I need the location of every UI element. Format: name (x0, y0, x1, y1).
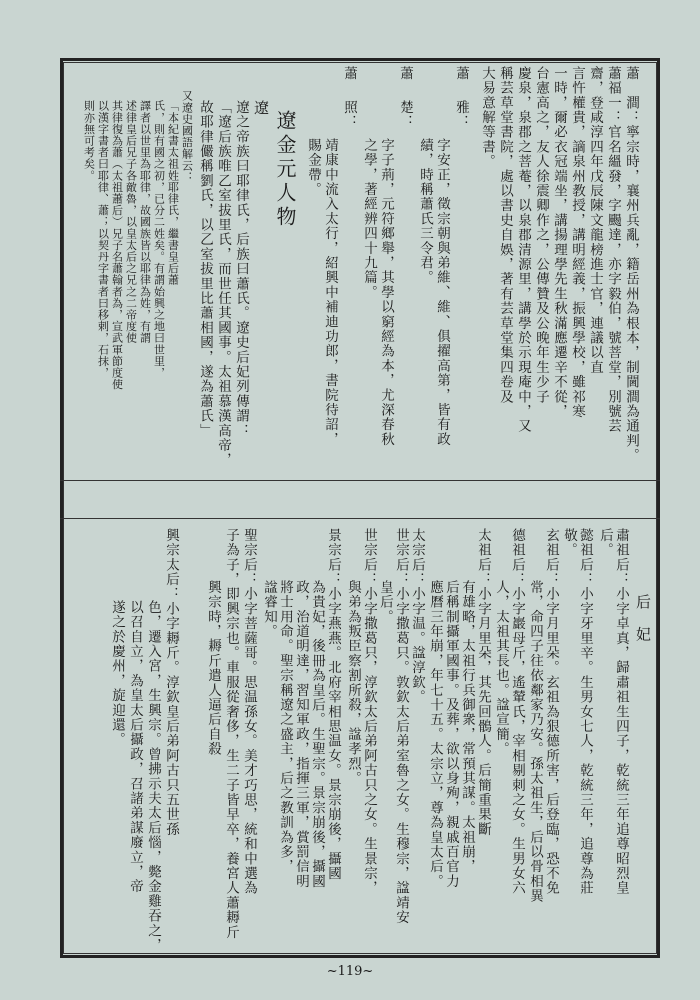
lower-col-6: 常，命四子往依鄰家乃安。孫太祖生，后以骨相異 (527, 580, 543, 904)
entry-text-2: 字子荊，元符鄉舉，其學以窮經為本，尤深春秋 之學，著經辨四十九篇。 (361, 138, 394, 447)
entry-text-3: 靖康中流入太行，紹興中補迪功郎，書院待詔， 賜金帶。 (305, 138, 338, 447)
lower-col-18: 景宗后：小字燕燕。北府宰相思温女。景宗崩後，攝國 (325, 528, 341, 881)
entry-text-1: 字安正，徵宗朝與弟維、維、俱擢高第，皆有政 績，時稱蕭氏三令君。 (417, 138, 450, 447)
upper-col-1: 蕭 澗：寧宗時，襄州兵亂，籍岳州為根本，制閫澗為通判。 (623, 66, 639, 463)
lower-col-28: 以召自立，為皇太后攝政，召諸弟謀廢立，帝 (127, 600, 143, 894)
liao-text-2: 「遼后族唯乙室拔里氏，而世任其國事。太祖慕漢高帝， (215, 100, 231, 468)
lower-col-29: 遂之於慶州，旋迎還。 (109, 600, 125, 747)
lower-col-26: 興宗太后：小字耨斤。淳欽皇后弟阿古只五世孫 (163, 528, 179, 837)
lower-col-4: 敬。 (561, 528, 577, 558)
entry-sub-2: 楚： (397, 100, 413, 130)
lower-col-1: 肅祖后：小字卓真，歸肅祖生四子，乾統三年追尊昭烈皇 (613, 528, 629, 896)
note-intro: 又遼史國語解云： (180, 90, 194, 183)
lower-col-13: 太宗后：小字温。諡淳欽。 (409, 528, 425, 705)
lower-col-9: 太祖后：小字月里朵，其先回鶻人。后簡重果斷 (475, 528, 491, 837)
entry-name-1: 蕭 (453, 66, 469, 81)
lower-col-12: 應曆三年崩，年七十五。太宗立，尊為皇太后。 (427, 580, 443, 889)
entry-name-2: 蕭 (397, 66, 413, 81)
lower-col-11: 后稱制攝軍國事。及葬，欲以身殉，親戚百官力 (443, 580, 459, 889)
entry-sub-3: 照： (341, 100, 357, 130)
liao-text-3: 故耶律儼稱劉氏，以乙室拔里比蕭相國，遂為蕭氏」 (197, 100, 213, 439)
section-divider (60, 480, 660, 481)
lower-col-7: 德祖后：小字巖母斤，遙輦氏，宰相剔刺之女。生男女六 (509, 528, 525, 896)
lower-col-22: 諡睿知。 (261, 580, 277, 639)
lower-col-20: 政，治道明達，習知軍政，指揮三軍，賞罰信明 (293, 580, 309, 889)
note-col-3: 譯者以世里為耶律，故國族皆以耶律為姓，有謂 (138, 100, 152, 344)
heading-liao: 遼 (252, 100, 270, 117)
note-col-6: 以漢字書者曰耶律、蕭；以契丹字書者曰移剌，石抹， (96, 100, 110, 379)
note-col-7: 則亦無可考矣。 (82, 100, 96, 182)
upper-col-6: 台憲高之，友人徐震卿作之，公傳贊及公晚年生少子 (533, 66, 549, 405)
lower-col-10: 有雄略，太祖行兵御衆，常預其謀。太祖崩， (459, 580, 475, 874)
lower-col-25: 興宗時，耨斤遣人逼后自殺 (205, 580, 221, 757)
note-col-4: 述律皇后兄子各敵魯，以皇太后之兄之二帝度使 (124, 100, 138, 344)
lower-col-17: 與弟為叛臣察割所殺，諡孝烈。 (345, 580, 361, 786)
upper-col-8: 稱芸草堂書院，處以書史自娛，著有芸草堂集四卷及 (497, 66, 513, 405)
entry-sub-1: 雅： (453, 100, 469, 130)
lower-col-23: 聖宗后：小字菩薩哥。思温孫女。美才巧思，統和中選為 (241, 528, 257, 896)
lower-col-19: 為貴妃，後冊為皇后。生聖宗。景宗崩後，攝國 (309, 580, 325, 889)
lower-col-15: 皇后。 (377, 580, 393, 625)
upper-col-5: 一時，爾必衣冠端坐，講揚理學先生秋滿應遷辛不從， (551, 66, 567, 419)
upper-col-3: 齋，登咸淳四年戊辰陳文龍榜進士官，連議以直 (587, 66, 603, 375)
section-divider-lower (60, 518, 660, 519)
lower-col-16: 世宗后：小字撒葛只，淳欽太后弟阿古只之女。生景宗， (361, 528, 377, 896)
lower-col-24: 子為子，即興宗也。車服從奢侈，生二子皆早卒，養宮人蕭耨斤 (223, 528, 239, 940)
upper-col-4: 言忤權貴，謫泉州教授，講明經義，振興學校，雖祁寒 (569, 66, 585, 419)
heading-liao-jin-yuan: 遼金元人物 (273, 110, 297, 230)
upper-col-2: 蕭福一：官名縕發，字颺達，亦字毅伯，號菩堂，別號芸 (605, 66, 621, 434)
lower-col-14: 世宗后：小字撒葛只。敦欽太后弟室魯之女。生穆宗，諡靖安 (393, 528, 409, 925)
lower-col-27: 色，遷入宮，生興宗。曾拂示夫太后惱，斃金雞吞之， (145, 600, 161, 953)
page-number: ~119~ (326, 964, 374, 979)
note-col-5: 其律復為蕭（太祖蕭后）兄子名蕭翰者為，宣武軍節度使 (110, 100, 124, 390)
upper-col-9: 大易意解等書。 (479, 66, 495, 169)
entry-name-3: 蕭 (341, 66, 357, 81)
lower-col-2: 后。 (597, 528, 613, 558)
note-col-2: 氏，則有國之初，已分二姓矣。有謂始興之地曰世里， (152, 100, 166, 379)
lower-col-3: 懿祖后：小字牙里辛。生男女七人，乾統三年，追尊為莊 (577, 528, 593, 896)
section-title-hou-fei: 后 妃 (634, 594, 652, 643)
note-col-1: 「本紀書太祖姓耶律氏，繼書皇后蕭 (166, 100, 180, 286)
liao-text-1: 遼之帝族曰耶律氏，后族曰蕭氏。遼史后妃列傳謂： (233, 100, 249, 439)
lower-col-21: 將士用命。聖宗稱遼之盛主，后之教訓為多， (277, 580, 293, 874)
lower-col-8: 人，太祖其長也。諡宣簡。 (493, 580, 509, 757)
lower-col-5: 玄祖后：小字月里朵。玄祖為狠德所害，后登臨，恐不免 (543, 528, 559, 896)
upper-col-7: 慶泉，泉郡之菩菴，以泉郡清源里，講學於示現庵中，又 (515, 66, 531, 434)
